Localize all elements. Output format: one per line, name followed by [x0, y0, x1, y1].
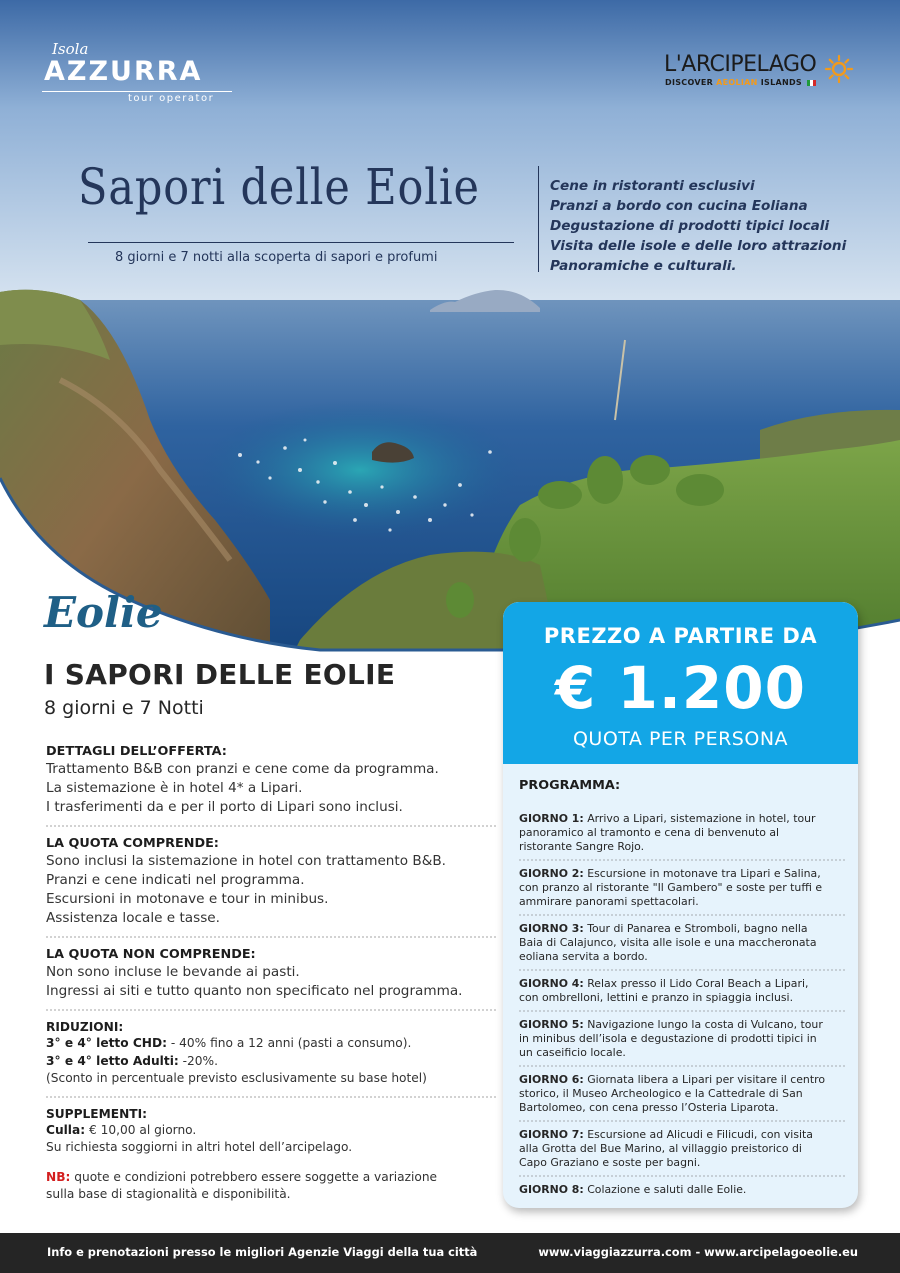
arcipelago-tagline	[665, 78, 802, 87]
supplement-crib-text: € 10,00 al giorno.	[85, 1122, 197, 1137]
eolie-script-title: Eolie	[44, 588, 163, 637]
reduction-adult	[46, 1053, 496, 1071]
program-heading: PROGRAMMA:	[519, 778, 621, 793]
arcipelago-logo	[664, 52, 864, 92]
supplement-crib	[46, 1122, 496, 1140]
supplement-line: Su richiesta soggiorni in altri hotel dell’arcipelago.	[46, 1140, 353, 1154]
day-text: Capo Graziano e soste per bagni.	[519, 1156, 701, 1169]
price-panel	[503, 602, 858, 764]
details-section	[46, 744, 496, 827]
hero-highlight: Cene in ristoranti esclusivi	[550, 178, 755, 194]
day-label: GIORNO 6:	[519, 1073, 584, 1086]
hero-highlights-list	[550, 176, 846, 276]
includes-section	[46, 836, 496, 938]
excludes-heading: LA QUOTA NON COMPRENDE:	[46, 947, 256, 962]
day-text: ristorante Sangre Rojo.	[519, 840, 645, 853]
logo-tour-operator-text: tour operator	[128, 93, 215, 104]
tagline-islands: ISLANDS	[757, 78, 802, 87]
day-label: GIORNO 4:	[519, 977, 584, 990]
reduction-chd	[46, 1035, 496, 1053]
supplement-crib-label: Culla:	[46, 1122, 86, 1137]
day-text: Escursione in motonave tra Lipari e Salina,	[583, 867, 821, 880]
details-heading: DETTAGLI DELL’OFFERTA:	[46, 744, 227, 759]
isola-azzurra-logo	[42, 40, 242, 108]
program-day	[519, 867, 845, 916]
day-text: Tour di Panarea e Stromboli, bagno nella	[583, 922, 808, 935]
sun-icon	[824, 54, 854, 84]
day-text: alla Grotta del Bue Marino, al villaggio preistorico di	[519, 1142, 802, 1155]
offer-details-column	[46, 744, 496, 1221]
hero-highlight: Panoramiche e culturali.	[550, 258, 737, 274]
day-text: Navigazione lungo la costa di Vulcano, tour	[583, 1018, 823, 1031]
program-day	[519, 977, 845, 1012]
excludes-line: Non sono incluse le bevande ai pasti.	[46, 964, 300, 980]
day-text: con pranzo al ristorante "Il Gambero" e soste per tuffi e	[519, 881, 823, 894]
footer-bar	[0, 1233, 900, 1273]
includes-line: Pranzi e cene indicati nel programma.	[46, 872, 305, 888]
excludes-section	[46, 947, 496, 1011]
nb-label: NB:	[46, 1169, 71, 1184]
details-line: Trattamento B&B con pranzi e cene come da programma.	[46, 761, 439, 777]
reduction-adult-label: 3° e 4° letto Adulti:	[46, 1053, 179, 1068]
price-program-card	[503, 602, 858, 1208]
includes-line: Escursioni in motonave e tour in minibus.	[46, 891, 329, 907]
reductions-heading: RIDUZIONI:	[46, 1020, 124, 1034]
hero-highlight: Visita delle isole e delle loro attrazioni	[550, 238, 847, 254]
offer-title: I SAPORI DELLE EOLIE	[44, 658, 396, 691]
program-day	[519, 1128, 845, 1177]
day-label: GIORNO 8:	[519, 1183, 584, 1196]
day-text: storico, il Museo Archeologico e la Cattedrale di San	[519, 1087, 803, 1100]
logo-isola-text: Isola	[52, 40, 89, 58]
day-text: Escursione ad Alicudi e Filicudi, con visita	[583, 1128, 813, 1141]
supplements-heading: SUPPLEMENTI:	[46, 1106, 148, 1121]
footer-info-text: Info e prenotazioni presso le migliori Agenzie Viaggi della tua città	[47, 1245, 478, 1259]
day-label: GIORNO 3:	[519, 922, 584, 935]
day-text: eoliana servita a bordo.	[519, 950, 648, 963]
hero-highlight: Pranzi a bordo con cucina Eoliana	[550, 198, 808, 214]
price-label: PREZZO A PARTIRE DA	[543, 624, 818, 648]
day-text: Baia di Calajunco, visita alle isole e una maccheronata	[519, 936, 817, 949]
day-label: GIORNO 5:	[519, 1018, 584, 1031]
logo-divider	[42, 91, 232, 92]
day-text: panoramico al tramonto e cena di benvenuto al	[519, 826, 780, 839]
hero-title-underline	[88, 242, 514, 243]
nb-note	[46, 1169, 496, 1204]
hero-title: Sapori delle Eolie	[78, 158, 480, 216]
day-text: in minibus dell’isola e degustazione di prodotti tipici in	[519, 1032, 817, 1045]
day-text: Relax presso il Lido Coral Beach a Lipari,	[583, 977, 809, 990]
includes-heading: LA QUOTA COMPRENDE:	[46, 836, 219, 851]
hero-subtitle: 8 giorni e 7 notti alla scoperta di sapori e profumi	[115, 250, 438, 265]
day-text: Colazione e saluti dalle Eolie.	[583, 1183, 747, 1196]
program-day	[519, 1183, 845, 1202]
program-list	[519, 778, 845, 1208]
program-day	[519, 1073, 845, 1122]
includes-line: Sono inclusi la sistemazione in hotel con trattamento B&B.	[46, 853, 446, 869]
reductions-section	[46, 1020, 496, 1098]
reduction-chd-label: 3° e 4° letto CHD:	[46, 1036, 167, 1050]
arcipelago-brand-text: L'ARCIPELAGO	[664, 52, 817, 77]
price-note: QUOTA PER PERSONA	[572, 728, 789, 750]
day-text: con ombrelloni, lettini e pranzo in spiaggia inclusi.	[519, 991, 794, 1004]
day-label: GIORNO 1:	[519, 812, 584, 825]
day-text: Giornata libera a Lipari per visitare il centro	[583, 1073, 825, 1086]
day-text: ammirare panorami spettacolari.	[519, 895, 699, 908]
reduction-note: (Sconto in percentuale previsto esclusivamente su base hotel)	[46, 1071, 427, 1085]
details-line: La sistemazione è in hotel 4* a Lipari.	[46, 780, 303, 796]
supplements-section	[46, 1107, 496, 1212]
price-value: € 1.200	[554, 654, 806, 722]
day-text: un caseificio locale.	[519, 1046, 626, 1059]
day-label: GIORNO 2:	[519, 867, 584, 880]
tagline-discover: DISCOVER	[665, 78, 717, 87]
day-text: Bartolomeo, con cena presso l’Osteria Liparota.	[519, 1101, 779, 1114]
hero-vertical-divider	[538, 166, 539, 272]
excludes-line: Ingressi ai siti e tutto quanto non specificato nel programma.	[46, 983, 463, 999]
offer-duration: 8 giorni e 7 Notti	[44, 697, 204, 719]
italian-flag-icon	[807, 80, 816, 86]
nb-line1: quote e condizioni potrebbero essere soggette a variazione	[70, 1169, 438, 1184]
reduction-chd-text: - 40% fino a 12 anni (pasti a consumo).	[167, 1036, 412, 1050]
program-day	[519, 1018, 845, 1067]
includes-line: Assistenza locale e tasse.	[46, 910, 220, 926]
hero-highlight: Degustazione di prodotti tipici locali	[550, 218, 830, 234]
footer-websites-link[interactable]: www.viaggiazzurra.com - www.arcipelagoeolie.eu	[538, 1245, 858, 1259]
reduction-adult-text: -20%.	[178, 1053, 218, 1068]
day-label: GIORNO 7:	[519, 1128, 584, 1141]
day-text: Arrivo a Lipari, sistemazione in hotel, tour	[583, 812, 816, 825]
details-line: I trasferimenti da e per il porto di Lipari sono inclusi.	[46, 799, 403, 815]
nb-line2: sulla base di stagionalità e disponibilità.	[46, 1187, 291, 1201]
program-day	[519, 812, 845, 861]
program-day	[519, 922, 845, 971]
tagline-aeolian: AEOLIAN	[716, 78, 758, 87]
logo-azzurra-text: AZZURRA	[44, 56, 203, 87]
